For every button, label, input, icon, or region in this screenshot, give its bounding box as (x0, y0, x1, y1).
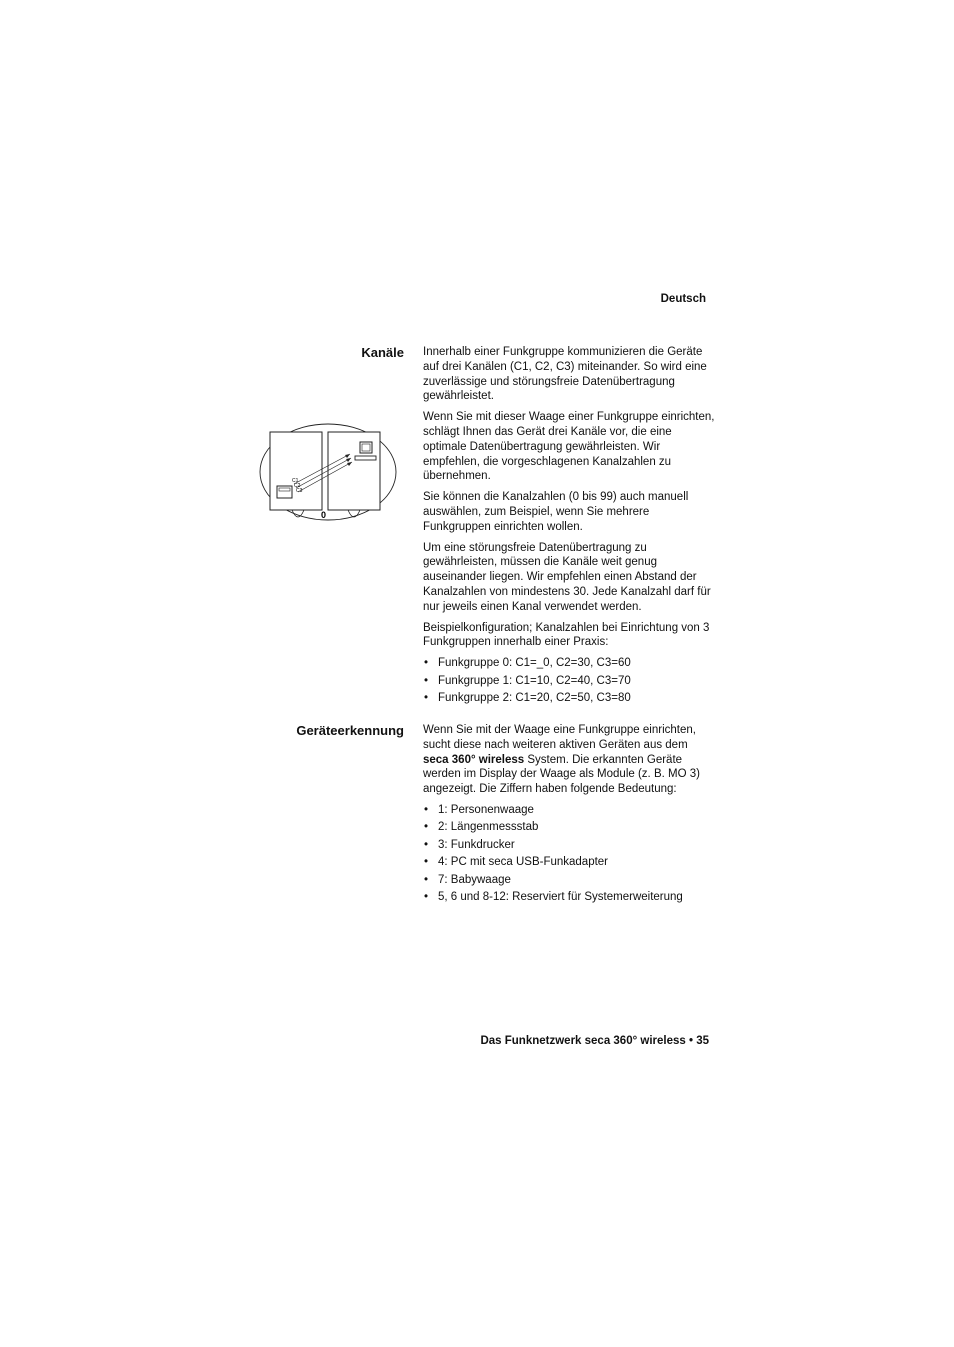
geraeteerkennung-list (423, 803, 715, 905)
label-zero: 0 (321, 510, 327, 520)
list-item: • 3: Funkdrucker (423, 838, 715, 853)
section-title-geraeteerkennung: Geräteerkennung (296, 723, 404, 738)
list-item: • Funkgruppe 2: C1=20, C2=50, C3=80 (423, 691, 715, 706)
kanaele-body (423, 345, 715, 708)
kanaele-paragraph-3: Sie können die Kanalzahlen (0 bis 99) auch manuell auswählen, zum Beispiel, wenn Sie mehrere Funkgruppen einrichten wollen. (423, 491, 689, 533)
label-c3: C3 (296, 488, 303, 494)
list-item: • Funkgruppe 1: C1=10, C2=40, C3=70 (423, 674, 715, 689)
paragraph-text-before: Wenn Sie mit der Waage eine Funkgruppe einrichten, sucht diese nach weiteren aktiven Geräten aus dem (423, 724, 696, 751)
kanaele-paragraph-5: Beispielkonfiguration; Kanalzahlen bei Einrichtung von 3 Funkgruppen innerhalb einer Praxis: (423, 621, 710, 649)
list-item: • 7: Babywaage (423, 873, 715, 888)
list-item: • Funkgruppe 0: C1=_0, C2=30, C3=60 (423, 656, 715, 671)
language-label: Deutsch (660, 293, 706, 305)
kanaele-list (423, 656, 715, 706)
paragraph-text-after: System. Die erkannten Geräte werden im Display der Waage als Module (z. B. MO 3) angezeigt. Die Ziffern haben folgende Bedeutung: (423, 753, 700, 796)
list-item: • 1: Personenwaage (423, 803, 715, 818)
section-title-kanaele: Kanäle (361, 345, 404, 360)
kanaele-paragraph-4: Um eine störungsfreie Datenübertragung zu gewährleisten, müssen die Kanäle weit genug auseinander liegen. Wir empfehlen einen Abstand der Kanalzahlen von mindestens 30. Jede Kanalzahl darf für nur jeweils einen Kanal verwendet werden. (423, 541, 711, 613)
channel-diagram-svg (258, 420, 398, 530)
door-arc-right (348, 510, 360, 517)
list-item: • 2: Längenmessstab (423, 820, 715, 835)
kanaele-paragraph-1: Innerhalb einer Funkgruppe kommunizieren die Geräte auf drei Kanälen (C1, C2, C3) miteinander. So wird eine zuverlässige und störungsfreie Datenübertragung gewährleistet. (423, 346, 707, 403)
list-item: • 5, 6 und 8-12: Reserviert für Systemerweiterung (423, 890, 715, 905)
channel-diagram (258, 420, 398, 530)
pc-base-icon (355, 456, 376, 460)
label-c1: C1 (292, 478, 299, 484)
product-name: seca 360° wireless (423, 753, 525, 766)
kanaele-paragraph-2: Wenn Sie mit dieser Waage einer Funkgruppe einrichten, schlägt Ihnen das Gerät drei Kanäle vor, die eine optimale Datenübertragung gewährleisten. Wir empfehlen, die vorgeschlagenen Kanalzahlen zu übernehmen. (423, 411, 715, 483)
geraeteerkennung-body (423, 723, 715, 907)
geraeteerkennung-paragraph-1 (423, 723, 715, 797)
label-c2: C2 (294, 483, 301, 489)
page-footer: Das Funknetzwerk seca 360° wireless • 35 (480, 1035, 709, 1047)
door-arc-left (292, 510, 304, 517)
list-item: • 4: PC mit seca USB-Funkadapter (423, 855, 715, 870)
